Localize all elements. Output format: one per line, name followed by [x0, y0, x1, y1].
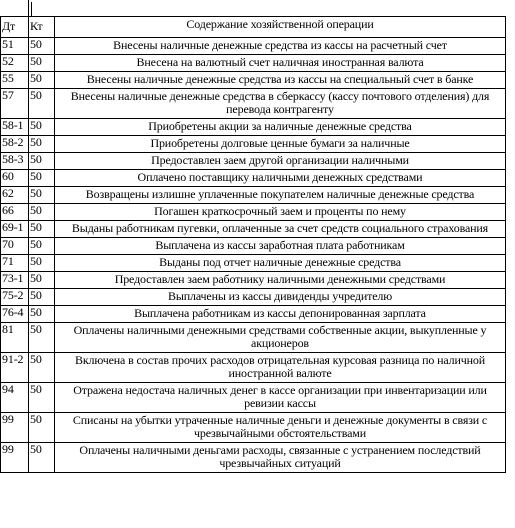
row-credit-account: 50: [29, 323, 55, 353]
row-credit-account: 50: [29, 221, 55, 238]
row-debit-account: 55: [1, 72, 29, 89]
row-credit-account: 50: [29, 170, 55, 187]
row-debit-account: 73-1: [1, 272, 29, 289]
header-description: Содержание хозяйственной операции: [55, 17, 506, 38]
row-debit-account: 57: [1, 89, 29, 119]
row-operation-text: Внесены наличные денежные средства в сберкассу (кассу почтового отделения) для перевода контрагенту: [55, 89, 506, 119]
table-header-row: [1, 17, 506, 38]
row-credit-account: 50: [29, 119, 55, 136]
table-row: [1, 238, 506, 255]
table-row: [1, 443, 506, 473]
row-operation-text: Приобретены акции за наличные денежные средства: [55, 119, 506, 136]
row-debit-account: 58-1: [1, 119, 29, 136]
row-credit-account: 50: [29, 443, 55, 473]
table-row: [1, 353, 506, 383]
row-credit-account: 50: [29, 89, 55, 119]
table-row: [1, 55, 506, 72]
row-debit-account: 99: [1, 443, 29, 473]
row-credit-account: 50: [29, 38, 55, 55]
row-operation-text: Возвращены излишне уплаченные покупателем наличные денежные средства: [55, 187, 506, 204]
table-row: [1, 383, 506, 413]
row-debit-account: 99: [1, 413, 29, 443]
row-debit-account: 66: [1, 204, 29, 221]
row-credit-account: 50: [29, 136, 55, 153]
row-operation-text: Предоставлен заем другой организации наличными: [55, 153, 506, 170]
table-row: [1, 289, 506, 306]
table-top-rule: [28, 0, 29, 17]
table-row: [1, 89, 506, 119]
header-credit: Кт: [29, 17, 55, 38]
row-credit-account: 50: [29, 204, 55, 221]
row-operation-text: Оплачены наличными деньгами расходы, связанные с устранением последствий чрезвычайных ситуаций: [55, 443, 506, 473]
table-row: [1, 306, 506, 323]
row-debit-account: 76-4: [1, 306, 29, 323]
row-credit-account: 50: [29, 413, 55, 443]
row-operation-text: Оплачены наличными денежными средствами собственные акции, выкупленные у акционеров: [55, 323, 506, 353]
row-debit-account: 71: [1, 255, 29, 272]
row-debit-account: 94: [1, 383, 29, 413]
row-operation-text: Выданы работникам пугевки, оплаченные за счет средств социального страхования: [55, 221, 506, 238]
row-operation-text: Отражена недостача наличных денег в кассе организации при инвентаризации или ревизии кассы: [55, 383, 506, 413]
table-row: [1, 119, 506, 136]
row-operation-text: Оплачено поставщику наличными денежных средствами: [55, 170, 506, 187]
row-debit-account: 91-2: [1, 353, 29, 383]
header-debit: Дт: [1, 17, 29, 38]
table-row: [1, 72, 506, 89]
row-debit-account: 81: [1, 323, 29, 353]
row-debit-account: 60: [1, 170, 29, 187]
table-row: [1, 221, 506, 238]
row-operation-text: Списаны на убытки утраченные наличные деньги и денежные документы в связи с чрезвычайными обстоятельствами: [55, 413, 506, 443]
row-credit-account: 50: [29, 272, 55, 289]
table-row: [1, 413, 506, 443]
row-operation-text: Внесены наличные денежные средства из кассы на специальный счет в банке: [55, 72, 506, 89]
row-credit-account: 50: [29, 289, 55, 306]
table-top-rule: [31, 2, 32, 17]
row-debit-account: 51: [1, 38, 29, 55]
row-debit-account: 69-1: [1, 221, 29, 238]
row-operation-text: Включена в состав прочих расходов отрицательная курсовая разница по наличной иностранной валюте: [55, 353, 506, 383]
row-operation-text: Погашен краткосрочный заем и проценты по нему: [55, 204, 506, 221]
row-credit-account: 50: [29, 55, 55, 72]
table-row: [1, 136, 506, 153]
row-debit-account: 58-2: [1, 136, 29, 153]
row-operation-text: Выплачена из кассы заработная плата работникам: [55, 238, 506, 255]
table-row: [1, 323, 506, 353]
table-row: [1, 38, 506, 55]
row-credit-account: 50: [29, 187, 55, 204]
table-row: [1, 272, 506, 289]
row-operation-text: Предоставлен заем работнику наличными денежными средствами: [55, 272, 506, 289]
row-operation-text: Выплачена работникам из кассы депонированная зарплата: [55, 306, 506, 323]
table-row: [1, 204, 506, 221]
row-credit-account: 50: [29, 306, 55, 323]
row-debit-account: 58-3: [1, 153, 29, 170]
row-debit-account: 62: [1, 187, 29, 204]
row-operation-text: Выданы под отчет наличные денежные средства: [55, 255, 506, 272]
row-debit-account: 52: [1, 55, 29, 72]
row-operation-text: Приобретены долговые ценные бумаги за наличные: [55, 136, 506, 153]
table-row: [1, 255, 506, 272]
row-credit-account: 50: [29, 353, 55, 383]
journal-entries-table: [0, 16, 506, 473]
table-row: [1, 170, 506, 187]
table-row: [1, 187, 506, 204]
row-operation-text: Внесена на валютный счет наличная иностранная валюта: [55, 55, 506, 72]
row-credit-account: 50: [29, 383, 55, 413]
row-credit-account: 50: [29, 153, 55, 170]
table-row: [1, 153, 506, 170]
row-debit-account: 75-2: [1, 289, 29, 306]
row-debit-account: 70: [1, 238, 29, 255]
row-credit-account: 50: [29, 255, 55, 272]
row-operation-text: Выплачены из кассы дивиденды учредителю: [55, 289, 506, 306]
row-credit-account: 50: [29, 238, 55, 255]
row-operation-text: Внесены наличные денежные средства из кассы на расчетный счет: [55, 38, 506, 55]
row-credit-account: 50: [29, 72, 55, 89]
